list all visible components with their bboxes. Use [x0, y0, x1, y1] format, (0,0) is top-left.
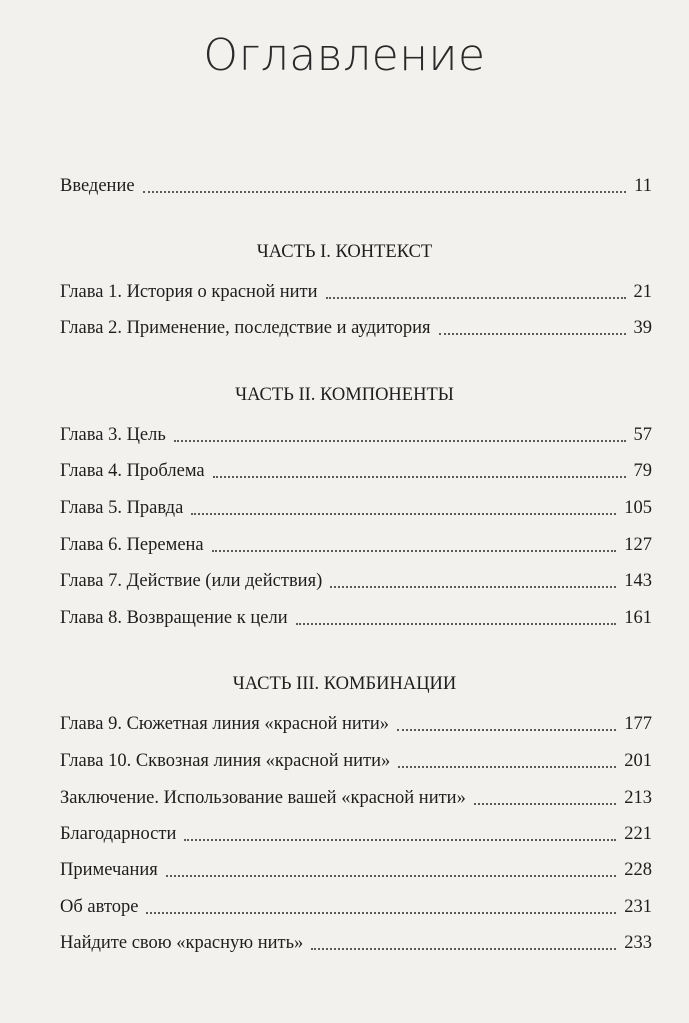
toc-entry-label: Глава 8. Возвращение к цели: [60, 608, 288, 628]
toc-entry-page: 11: [634, 176, 652, 196]
toc-entry-intro[interactable]: [60, 174, 652, 198]
toc-entry-page: 57: [633, 425, 652, 445]
part-heading-2: ЧАСТЬ II. КОМПОНЕНТЫ: [235, 385, 454, 405]
toc-entry-label: Благодарности: [60, 824, 177, 844]
toc-entry-page: 39: [633, 318, 652, 338]
toc-title: Оглавление: [203, 30, 486, 81]
toc-entry-page: 177: [624, 714, 652, 734]
toc-entry-notes[interactable]: [60, 858, 652, 882]
toc-entry-label: Найдите свою «красную нить»: [60, 933, 304, 953]
toc-entry-label: Глава 4. Проблема: [60, 461, 205, 481]
dot-leader: [311, 948, 616, 950]
toc-entry-chapter-5[interactable]: [60, 496, 652, 520]
dot-leader: [191, 513, 616, 515]
toc-entry-label: Глава 9. Сюжетная линия «красной нити»: [60, 714, 390, 734]
toc-entry-label: Глава 10. Сквозная линия «красной нити»: [60, 751, 391, 771]
toc-entry-label: Глава 7. Действие (или действия): [60, 571, 323, 591]
toc-entry-label: Введение: [60, 176, 135, 196]
dot-leader: [166, 875, 616, 877]
toc-entry-label: Глава 5. Правда: [60, 498, 184, 518]
dot-leader: [143, 191, 627, 193]
toc-entry-page: 79: [633, 461, 652, 481]
dot-leader: [213, 476, 626, 478]
dot-leader: [296, 623, 617, 625]
dot-leader: [397, 729, 616, 731]
toc-entry-chapter-9[interactable]: [60, 712, 652, 736]
toc-entry-chapter-10[interactable]: [60, 749, 652, 773]
toc-entry-chapter-2[interactable]: [60, 316, 652, 340]
toc-entry-label: Примечания: [60, 860, 158, 880]
toc-entry-page: 231: [624, 897, 652, 917]
dot-leader: [474, 803, 616, 805]
toc-entry-page: 201: [624, 751, 652, 771]
dot-leader: [184, 839, 616, 841]
toc-entry-page: 21: [633, 282, 652, 302]
toc-entry-page: 233: [624, 933, 652, 953]
toc-entry-chapter-3[interactable]: [60, 423, 652, 447]
toc-entry-acknowledgements[interactable]: [60, 822, 652, 846]
part-heading-1: ЧАСТЬ I. КОНТЕКСТ: [256, 242, 433, 262]
toc-entry-label: Заключение. Использование вашей «красной нити»: [60, 788, 466, 808]
dot-leader: [326, 297, 626, 299]
part-heading-3: ЧАСТЬ III. КОМБИНАЦИИ: [232, 674, 457, 694]
toc-entry-chapter-8[interactable]: [60, 606, 652, 630]
toc-entry-page: 105: [624, 498, 652, 518]
toc-entry-page: 213: [624, 788, 652, 808]
toc-entry-chapter-7[interactable]: [60, 569, 652, 593]
toc-entry-conclusion[interactable]: [60, 786, 652, 810]
toc-entry-chapter-4[interactable]: [60, 459, 652, 483]
dot-leader: [212, 550, 617, 552]
toc-entry-page: 228: [624, 860, 652, 880]
toc-entry-label: Об авторе: [60, 897, 139, 917]
toc-entry-about-author[interactable]: [60, 895, 652, 919]
toc-entry-page: 127: [624, 535, 652, 555]
dot-leader: [146, 912, 616, 914]
toc-entry-chapter-6[interactable]: [60, 533, 652, 557]
toc-entry-find-your-thread[interactable]: [60, 931, 652, 955]
toc-entry-chapter-1[interactable]: [60, 280, 652, 304]
toc-entry-label: Глава 3. Цель: [60, 425, 166, 445]
toc-entry-label: Глава 2. Применение, последствие и аудитория: [60, 318, 431, 338]
toc-entry-label: Глава 1. История о красной нити: [60, 282, 318, 302]
toc-entry-page: 221: [624, 824, 652, 844]
toc-entry-page: 143: [624, 571, 652, 591]
dot-leader: [439, 333, 626, 335]
dot-leader: [330, 586, 616, 588]
toc-entry-label: Глава 6. Перемена: [60, 535, 204, 555]
dot-leader: [174, 440, 626, 442]
toc-entry-page: 161: [624, 608, 652, 628]
dot-leader: [398, 766, 616, 768]
